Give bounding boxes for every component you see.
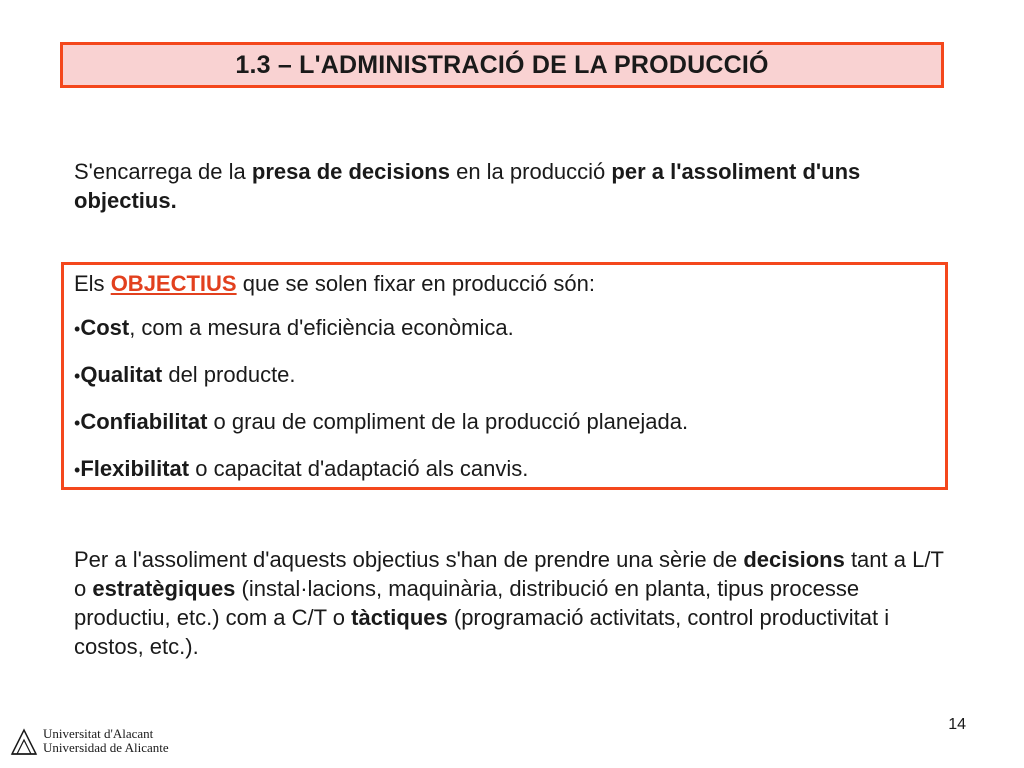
objectives-heading-suffix: que se solen fixar en producció són: (236, 271, 595, 296)
objective-description: , com a mesura d'eficiència econòmica. (129, 315, 514, 340)
university-crest-icon (10, 726, 38, 756)
closing-text-3: (instal·lacions, maquinària, distribució en planta, tipus processe productiu, etc.) com a C/T o (74, 576, 860, 630)
logo-line-spanish: Universidad de Alicante (43, 740, 169, 755)
objectives-keyword: OBJECTIUS (110, 271, 237, 296)
objective-item (74, 315, 935, 342)
objective-description: o grau de compliment de la producció planejada. (207, 409, 689, 434)
bullet-icon: • (74, 319, 81, 339)
closing-text-4: (programació activitats, control productivitat i costos, etc.). (74, 605, 890, 659)
closing-bold-decisions: decisions (743, 547, 845, 572)
closing-bold-tactical: tàctiques (351, 605, 448, 630)
intro-paragraph (74, 157, 944, 215)
intro-bold-2: per a l'assoliment d'uns objectius. (74, 159, 861, 213)
objective-term: Qualitat (80, 362, 163, 387)
intro-bold-1: presa de decisions (251, 159, 450, 184)
objective-description: o capacitat d'adaptació als canvis. (189, 456, 529, 481)
slide-title: 1.3 – L'ADMINISTRACIÓ DE LA PRODUCCIÓ (235, 50, 769, 79)
closing-text-1: Per a l'assoliment d'aquests objectius s'han de prendre una sèrie de (74, 547, 744, 572)
bullet-icon: • (74, 460, 81, 480)
objective-term: Flexibilitat (80, 456, 190, 481)
objective-description: del producte. (162, 362, 296, 387)
university-logo (10, 726, 169, 756)
bullet-icon: • (74, 413, 81, 433)
intro-text-2: en la producció (449, 159, 612, 184)
objectives-heading (74, 271, 935, 297)
closing-paragraph (74, 545, 954, 661)
objective-item (74, 456, 935, 483)
closing-text-2: tant a L/T o (74, 547, 944, 601)
objective-term: Cost (80, 315, 130, 340)
title-box (60, 42, 944, 88)
objective-item (74, 409, 935, 436)
objectives-heading-prefix: Els (74, 271, 111, 296)
logo-line-valencian: Universitat d'Alacant (43, 726, 154, 741)
closing-bold-strategic: estratègiques (92, 576, 236, 601)
objectives-box (61, 262, 948, 490)
objective-item (74, 362, 935, 389)
objective-term: Confiabilitat (80, 409, 208, 434)
page-number: 14 (948, 716, 966, 733)
intro-text-1: S'encarrega de la (74, 159, 252, 184)
bullet-icon: • (74, 366, 81, 386)
